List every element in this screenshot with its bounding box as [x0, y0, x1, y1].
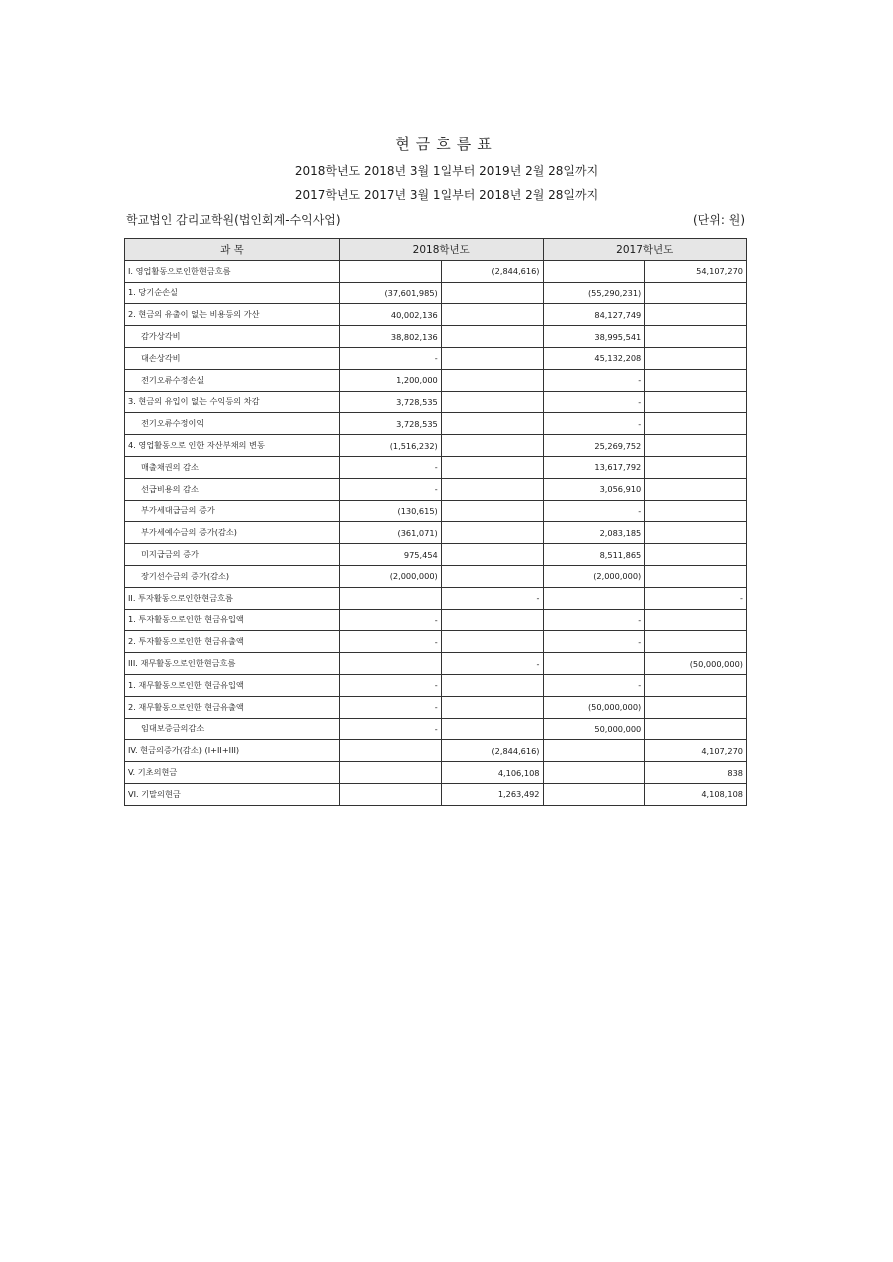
entity-name: 학교법인 감리교학원(법인회계-수익사업) — [126, 213, 341, 227]
row-label: 전기오류수정이익 — [125, 413, 340, 435]
cell-prior-total: 54,107,270 — [645, 260, 747, 282]
cell-current-detail: - — [340, 718, 442, 740]
cell-prior-detail: - — [543, 674, 645, 696]
cell-current-detail — [340, 260, 442, 282]
table-row — [125, 653, 747, 675]
cell-current-total: - — [441, 587, 543, 609]
cell-prior-total — [645, 435, 747, 457]
cell-current-total — [441, 718, 543, 740]
table-row — [125, 282, 747, 304]
table-row — [125, 762, 747, 784]
cell-current-total — [441, 631, 543, 653]
table-row — [125, 260, 747, 282]
row-label: 2. 현금의 유출이 없는 비용등의 가산 — [125, 304, 340, 326]
cell-prior-total — [645, 347, 747, 369]
cell-current-total: (2,844,616) — [441, 260, 543, 282]
table-row — [125, 391, 747, 413]
cell-prior-total — [645, 391, 747, 413]
table-row — [125, 369, 747, 391]
table-row — [125, 347, 747, 369]
cell-prior-detail: (2,000,000) — [543, 565, 645, 587]
cell-current-detail: (130,615) — [340, 500, 442, 522]
period-prior: 2017학년도 2017년 3월 1일부터 2018년 2월 28일까지 — [294, 188, 599, 202]
cell-current-detail: 3,728,535 — [340, 413, 442, 435]
row-label: 1. 당기순손실 — [125, 282, 340, 304]
document-title: 현금흐름표 — [395, 135, 498, 153]
table-row — [125, 326, 747, 348]
cell-current-total — [441, 369, 543, 391]
cell-prior-detail: - — [543, 631, 645, 653]
cell-current-total — [441, 522, 543, 544]
cell-current-detail: (1,516,232) — [340, 435, 442, 457]
cell-current-detail — [340, 762, 442, 784]
row-label: 전기오류수정손실 — [125, 369, 340, 391]
cell-prior-detail: - — [543, 609, 645, 631]
cell-prior-total: (50,000,000) — [645, 653, 747, 675]
cell-current-detail: - — [340, 609, 442, 631]
row-label: 1. 투자활동으로인한 현금유입액 — [125, 609, 340, 631]
row-label: 부가세예수금의 증가(감소) — [125, 522, 340, 544]
cell-prior-detail — [543, 762, 645, 784]
cell-current-detail: (361,071) — [340, 522, 442, 544]
cell-prior-total — [645, 478, 747, 500]
row-label: 선급비용의 감소 — [125, 478, 340, 500]
cell-current-total: 4,106,108 — [441, 762, 543, 784]
row-label: V. 기초의현금 — [125, 762, 340, 784]
row-label: 감가상각비 — [125, 326, 340, 348]
row-label: 3. 현금의 유입이 없는 수익등의 차감 — [125, 391, 340, 413]
cell-current-total — [441, 282, 543, 304]
cell-current-total — [441, 304, 543, 326]
row-label: III. 재무활동으로인한현금흐름 — [125, 653, 340, 675]
cell-prior-detail: 45,132,208 — [543, 347, 645, 369]
cell-prior-detail: (50,000,000) — [543, 696, 645, 718]
cell-prior-detail — [543, 740, 645, 762]
header-year-current: 2018학년도 — [340, 239, 544, 261]
cell-prior-detail: 3,056,910 — [543, 478, 645, 500]
cell-current-total — [441, 347, 543, 369]
table-row — [125, 304, 747, 326]
table-header-row — [125, 239, 747, 261]
table-row — [125, 413, 747, 435]
cell-current-total: - — [441, 653, 543, 675]
cell-current-detail — [340, 740, 442, 762]
row-label: 부가세대급금의 증가 — [125, 500, 340, 522]
cell-current-detail: - — [340, 347, 442, 369]
cell-prior-total: 4,108,108 — [645, 783, 747, 805]
cell-current-detail: 1,200,000 — [340, 369, 442, 391]
row-label: IV. 현금의증가(감소) (I+II+III) — [125, 740, 340, 762]
cell-current-detail: - — [340, 674, 442, 696]
cell-prior-detail: 2,083,185 — [543, 522, 645, 544]
row-label: 대손상각비 — [125, 347, 340, 369]
table-row — [125, 500, 747, 522]
cell-current-detail: 3,728,535 — [340, 391, 442, 413]
row-label: II. 투자활동으로인한현금흐름 — [125, 587, 340, 609]
cell-prior-total — [645, 369, 747, 391]
table-row — [125, 609, 747, 631]
cash-flow-table — [124, 238, 747, 806]
cell-prior-total — [645, 609, 747, 631]
cell-current-total — [441, 674, 543, 696]
cell-prior-detail — [543, 587, 645, 609]
cell-current-total: (2,844,616) — [441, 740, 543, 762]
cell-current-total — [441, 413, 543, 435]
cell-prior-total — [645, 565, 747, 587]
row-label: 2. 투자활동으로인한 현금유출액 — [125, 631, 340, 653]
row-label: 임대보증금의감소 — [125, 718, 340, 740]
row-label: 장기선수금의 증가(감소) — [125, 565, 340, 587]
cell-current-total — [441, 391, 543, 413]
cell-prior-total — [645, 674, 747, 696]
table-row — [125, 522, 747, 544]
row-label: 미지급금의 증가 — [125, 544, 340, 566]
cell-current-detail — [340, 587, 442, 609]
table-row — [125, 740, 747, 762]
cell-current-total — [441, 565, 543, 587]
cell-current-total: 1,263,492 — [441, 783, 543, 805]
cell-prior-detail: - — [543, 500, 645, 522]
row-label: 4. 영업활동으로 인한 자산부채의 변동 — [125, 435, 340, 457]
cell-current-detail: 40,002,136 — [340, 304, 442, 326]
cell-current-detail: 38,802,136 — [340, 326, 442, 348]
unit-label: (단위: 원) — [693, 213, 745, 227]
table-row — [125, 718, 747, 740]
row-label: VI. 기말의현금 — [125, 783, 340, 805]
cell-prior-total — [645, 304, 747, 326]
cell-prior-detail: - — [543, 391, 645, 413]
cell-prior-total: 4,107,270 — [645, 740, 747, 762]
cell-prior-total — [645, 631, 747, 653]
cell-current-detail: - — [340, 478, 442, 500]
table-row — [125, 544, 747, 566]
row-label: 2. 재무활동으로인한 현금유출액 — [125, 696, 340, 718]
row-label: I. 영업활동으로인한현금흐름 — [125, 260, 340, 282]
cell-prior-total — [645, 718, 747, 740]
period-current: 2018학년도 2018년 3월 1일부터 2019년 2월 28일까지 — [294, 164, 599, 178]
cell-current-total — [441, 500, 543, 522]
table-row — [125, 631, 747, 653]
cell-current-detail: (2,000,000) — [340, 565, 442, 587]
cell-current-total — [441, 456, 543, 478]
cell-prior-total — [645, 456, 747, 478]
table-row — [125, 456, 747, 478]
cell-current-total — [441, 544, 543, 566]
table-body — [125, 260, 747, 805]
cell-prior-detail: - — [543, 413, 645, 435]
cell-prior-detail: 13,617,792 — [543, 456, 645, 478]
cell-prior-total — [645, 326, 747, 348]
cell-prior-total: - — [645, 587, 747, 609]
cell-current-detail — [340, 653, 442, 675]
cell-prior-total — [645, 500, 747, 522]
cell-prior-detail: 8,511,865 — [543, 544, 645, 566]
cell-prior-total — [645, 544, 747, 566]
header-subject: 과 목 — [125, 239, 340, 261]
table-row — [125, 696, 747, 718]
row-label: 매출채권의 감소 — [125, 456, 340, 478]
table-row — [125, 674, 747, 696]
cell-current-detail: 975,454 — [340, 544, 442, 566]
cell-current-detail: - — [340, 696, 442, 718]
cell-current-total — [441, 696, 543, 718]
table-row — [125, 565, 747, 587]
cell-prior-detail — [543, 653, 645, 675]
cell-prior-detail — [543, 783, 645, 805]
table-row — [125, 478, 747, 500]
cell-prior-total — [645, 696, 747, 718]
cell-current-total — [441, 326, 543, 348]
cell-prior-detail: (55,290,231) — [543, 282, 645, 304]
cell-prior-detail: 50,000,000 — [543, 718, 645, 740]
cell-prior-total — [645, 413, 747, 435]
cell-current-total — [441, 609, 543, 631]
cell-prior-detail — [543, 260, 645, 282]
table-row — [125, 587, 747, 609]
cell-prior-total — [645, 522, 747, 544]
table-row — [125, 435, 747, 457]
cell-prior-detail: 84,127,749 — [543, 304, 645, 326]
cell-current-detail: (37,601,985) — [340, 282, 442, 304]
cell-current-detail: - — [340, 631, 442, 653]
row-label: 1. 재무활동으로인한 현금유입액 — [125, 674, 340, 696]
cell-current-detail — [340, 783, 442, 805]
cell-prior-detail: 25,269,752 — [543, 435, 645, 457]
cell-prior-detail: - — [543, 369, 645, 391]
cell-prior-detail: 38,995,541 — [543, 326, 645, 348]
cell-prior-total — [645, 282, 747, 304]
header-year-prior: 2017학년도 — [543, 239, 747, 261]
cell-current-detail: - — [340, 456, 442, 478]
cell-prior-total: 838 — [645, 762, 747, 784]
table-row — [125, 783, 747, 805]
cell-current-total — [441, 478, 543, 500]
cell-current-total — [441, 435, 543, 457]
